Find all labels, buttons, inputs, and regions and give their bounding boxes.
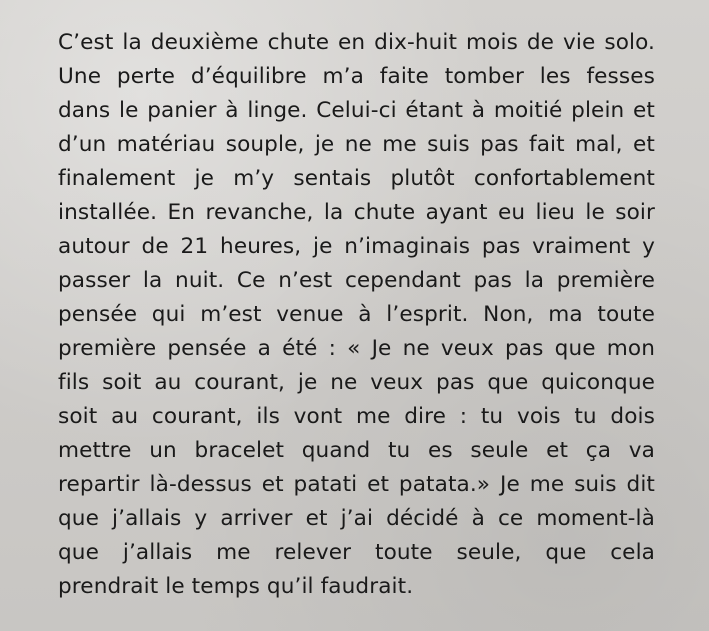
text-line-5: finalement je m’y sentais plutôt confortablement — [58, 166, 655, 191]
text-line-7: autour de 21 heures, je n’imaginais pas vraiment y — [58, 234, 655, 259]
text-line-16: que j’allais me relever toute seule, que cela — [58, 540, 655, 565]
text-line-1: C’est la deuxième chute en dix-huit mois de vie solo. — [58, 30, 655, 55]
text-line-13: mettre un bracelet quand tu es seule et ça va — [58, 438, 655, 463]
text-line-3: dans le panier à linge. Celui-ci étant à moitié plein et — [58, 98, 655, 123]
text-line-8: passer la nuit. Ce n’est cependant pas la première — [58, 268, 655, 293]
text-line-15: que j’allais y arriver et j’ai décidé à ce moment-là — [58, 506, 655, 531]
text-line-12: soit au courant, ils vont me dire : tu vois tu dois — [58, 404, 655, 429]
text-line-6: installée. En revanche, la chute ayant eu lieu le soir — [58, 200, 655, 225]
text-line-9: pensée qui m’est venue à l’esprit. Non, ma toute — [58, 302, 655, 327]
text-line-2: Une perte d’équilibre m’a faite tomber les fesses — [58, 64, 655, 89]
text-line-4: d’un matériau souple, je ne me suis pas fait mal, et — [58, 132, 655, 157]
text-line-17: prendrait le temps qu’il faudrait. — [58, 574, 414, 599]
text-line-10: première pensée a été : « Je ne veux pas que mon — [58, 336, 655, 361]
paragraph — [58, 26, 655, 604]
text-line-11: fils soit au courant, je ne veux pas que quiconque — [58, 370, 655, 395]
text-line-14: repartir là-dessus et patati et patata.» Je me suis dit — [58, 472, 655, 497]
